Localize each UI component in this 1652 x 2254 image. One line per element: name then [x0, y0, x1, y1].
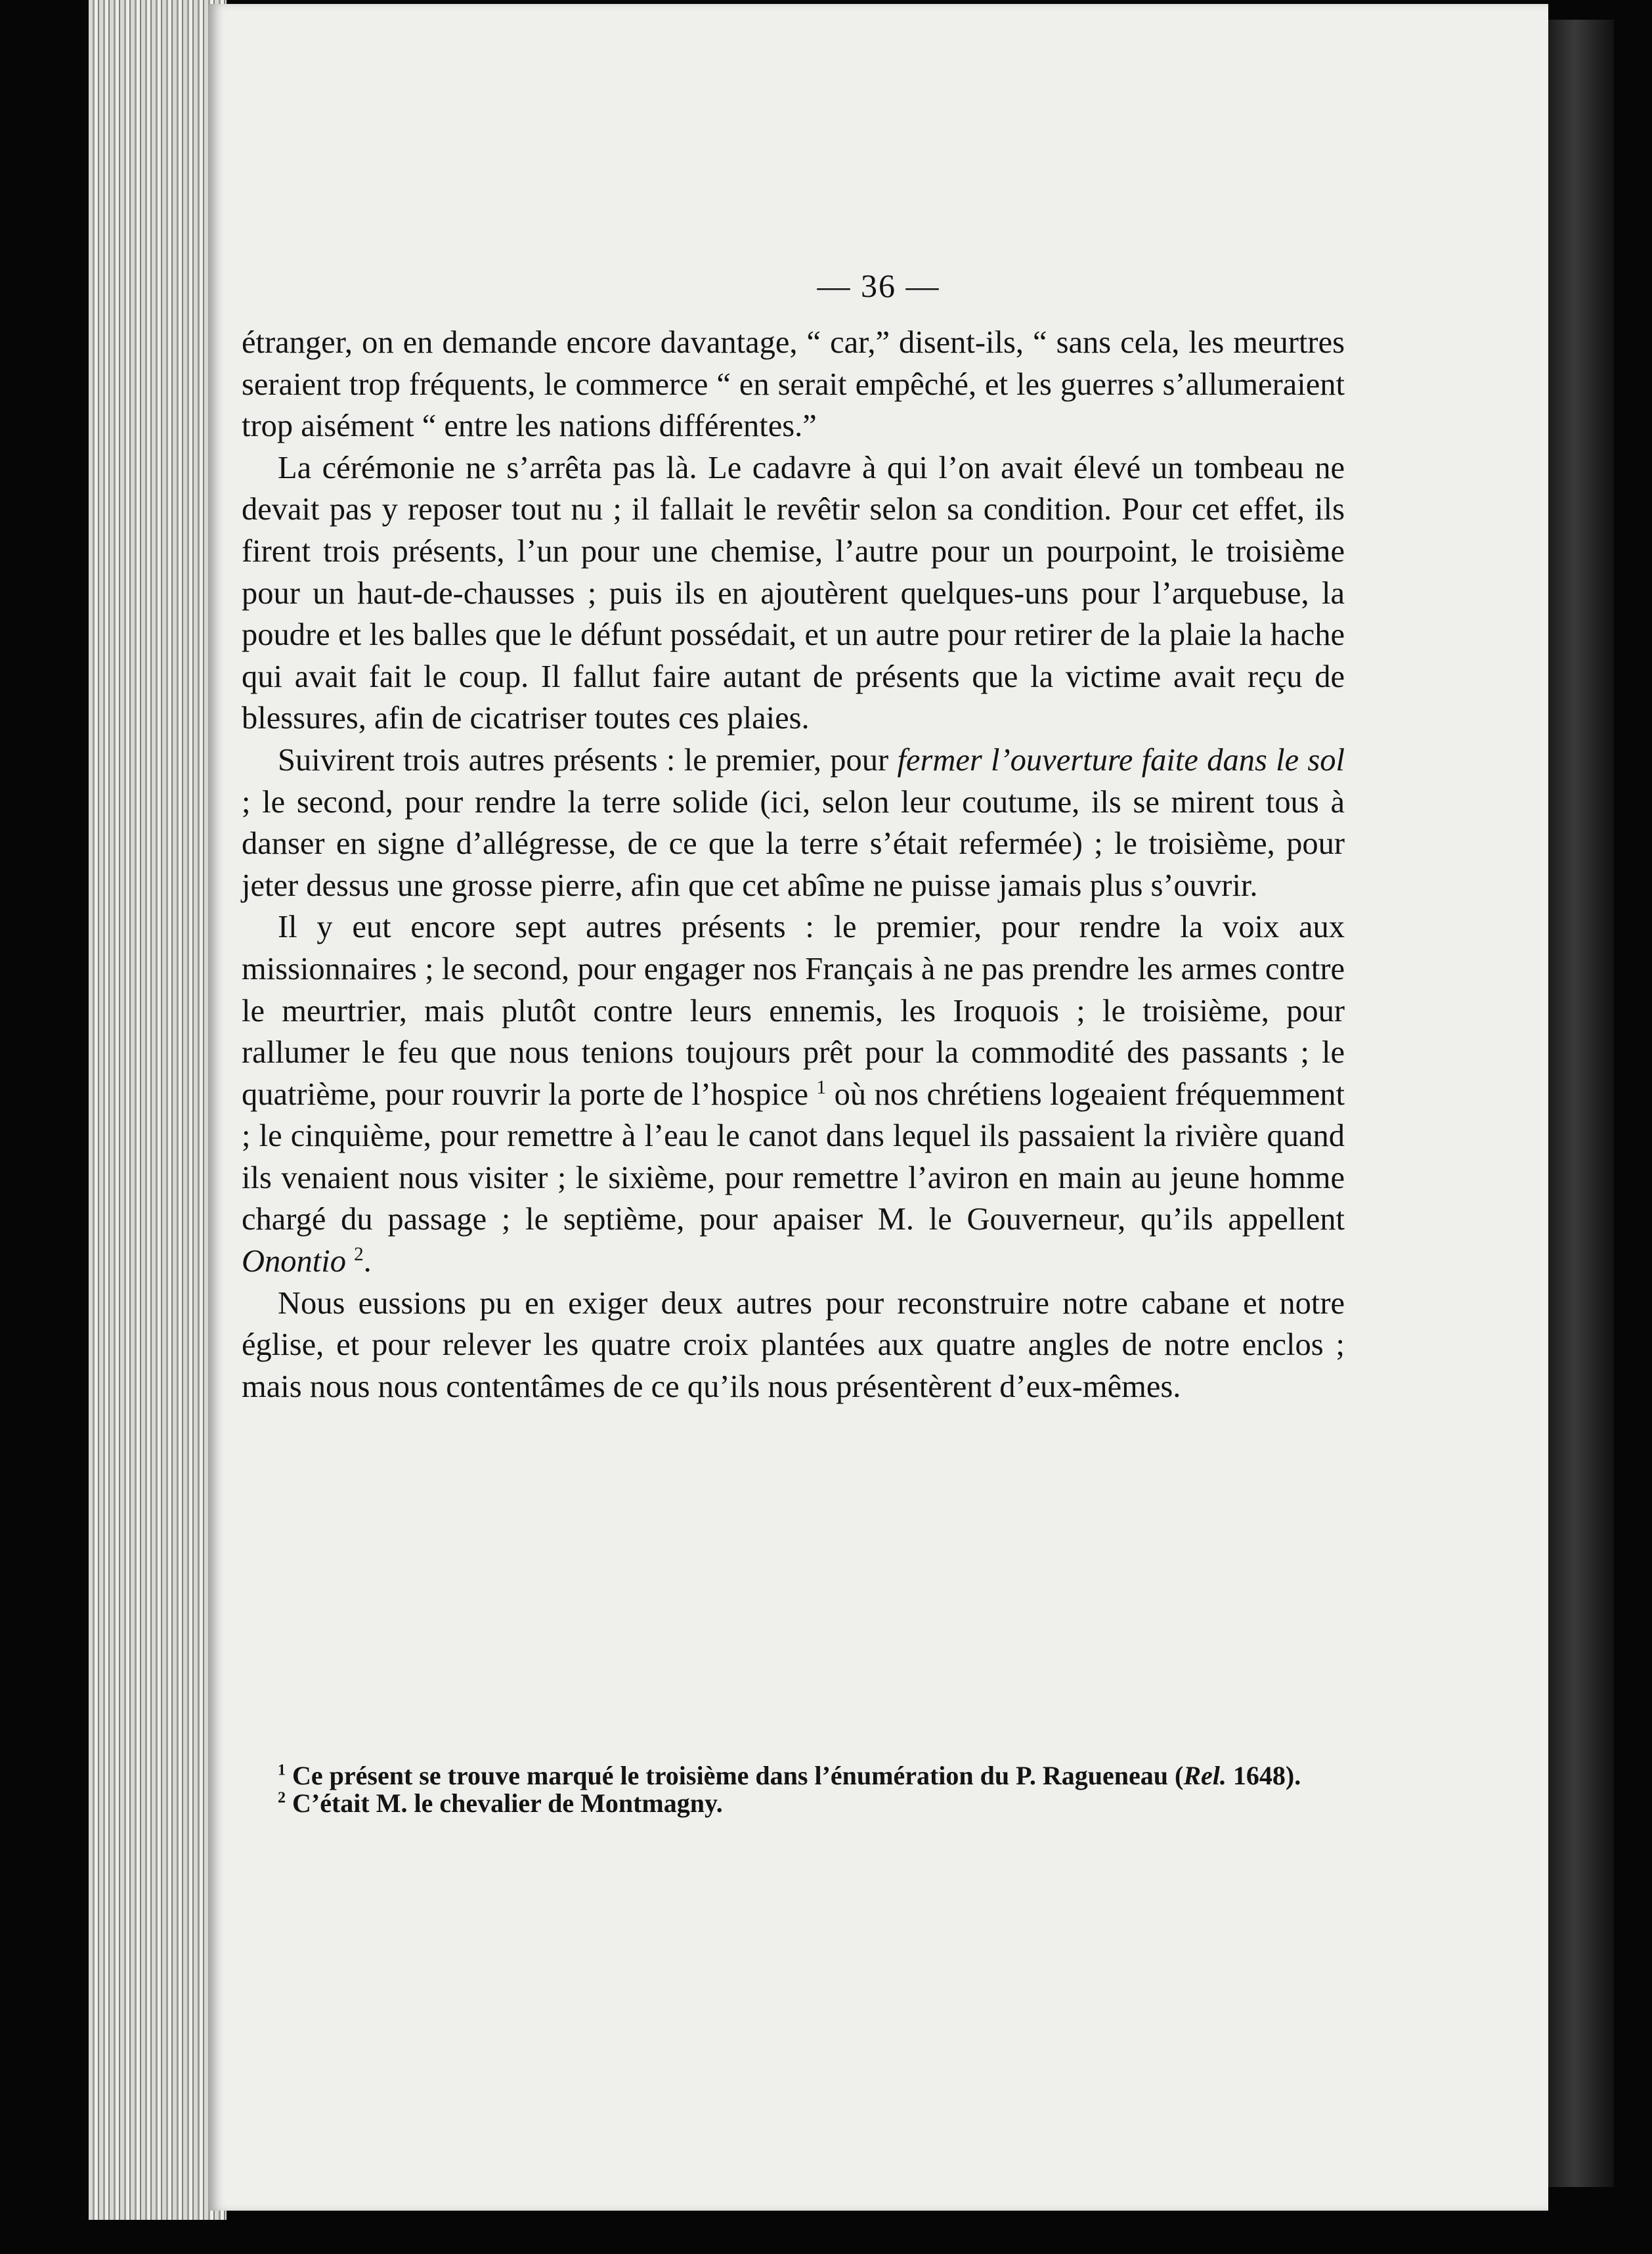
paragraph	[242, 740, 1345, 906]
text-run: 1648).	[1226, 1761, 1301, 1790]
body-text	[242, 322, 1345, 1407]
right-shadow-band	[1548, 20, 1614, 2187]
paragraph	[242, 322, 1345, 447]
footnote	[242, 1790, 1345, 1817]
text-run: .	[363, 1244, 372, 1279]
text-run: étranger, on en demande encore davantage, “ car,” disent-ils, “ sans cela, les meurtres seraient trop fréquents, le commerce “ en serait empêché, et les guerres s’allumeraient trop aisément “ entre les nations différentes.”	[242, 325, 1345, 444]
page-number: — 36 —	[817, 267, 940, 304]
text-run: où nos chrétiens logeaient fréquemment ; le cinquième, pour remettre à l’eau le canot dans lequel ils passaient la rivière quand ils venaient nous visiter ; le sixième, pour remettre l’aviron en main au jeune homme chargé du passage ; le septième, pour apaiser M. le Gouverneur, qu’ils appellent	[242, 1076, 1345, 1237]
text-run: Ce présent se trouve marqué le troisième dans l’énumération du P. Ragueneau (	[286, 1761, 1184, 1790]
footnote-marker: 2	[278, 1789, 286, 1807]
text-run: Suivirent trois autres présents : le premier, pour	[278, 742, 898, 778]
text-run: La cérémonie ne s’arrêta pas là. Le cadavre à qui l’on avait élevé un tombeau ne devait pas y reposer tout nu ; il fallait le revêtir selon sa condition. Pour cet effet, ils firent trois présents, l’un pour une chemise, l’autre pour un pourpoint, le troisième pour un haut-de-chausses ; puis ils en ajoutèrent quelques-uns pour l’arquebuse, la poudre et les balles que le défunt possédait, et un autre pour retirer de la plaie la hache qui avait fait le coup. Il fallut faire autant de présents que la victime avait reçu de blessures, afin de cicatriser toutes ces plaies.	[242, 450, 1345, 736]
italic-phrase: fermer l’ouverture faite dans le sol	[897, 742, 1345, 778]
text-run: Nous eussions pu en exiger deux autres pour reconstruire notre cabane et notre église, et pour relever les quatre croix plantées aux quatre angles de notre enclos ; mais nous nous contentâmes de ce qu’ils nous présentèrent d’eux-mêmes.	[242, 1285, 1345, 1404]
stacked-page-edges	[89, 0, 227, 2220]
text-run: C’était M. le chevalier de Montmagny.	[286, 1788, 723, 1818]
text-run: ; le second, pour rendre la terre solide (ici, selon leur coutume, ils se mirent tous à danser en signe d’allégresse, de ce que la terre s’était refermée) ; le troisième, pour jeter dessus une grosse pierre, afin que cet abîme ne puisse jamais plus s’ouvrir.	[242, 784, 1345, 903]
footnote-ref: 2	[354, 1243, 364, 1265]
text-run	[346, 1244, 354, 1279]
text-run: Il y eut encore sept autres présents : le premier, pour rendre la voix aux missionnaires ; le second, pour engager nos Français à ne pas prendre les armes contre le meurtrier, mais plutôt contre leurs ennemis, les Iroquois ; le troisième, pour rallumer le feu que nous tenions toujours prêt pour la commodité des passants ; le quatrième, pour rouvrir la porte de l’hospice	[242, 910, 1345, 1112]
footnote-marker: 1	[278, 1761, 286, 1779]
footnote-ref: 1	[816, 1076, 827, 1098]
footnote	[242, 1762, 1345, 1790]
paragraph	[242, 1283, 1345, 1408]
italic-phrase: Onontio	[242, 1244, 346, 1279]
footnotes	[242, 1762, 1345, 1817]
paragraph	[242, 447, 1345, 740]
italic-phrase: Rel.	[1183, 1761, 1227, 1790]
paragraph	[242, 906, 1345, 1282]
